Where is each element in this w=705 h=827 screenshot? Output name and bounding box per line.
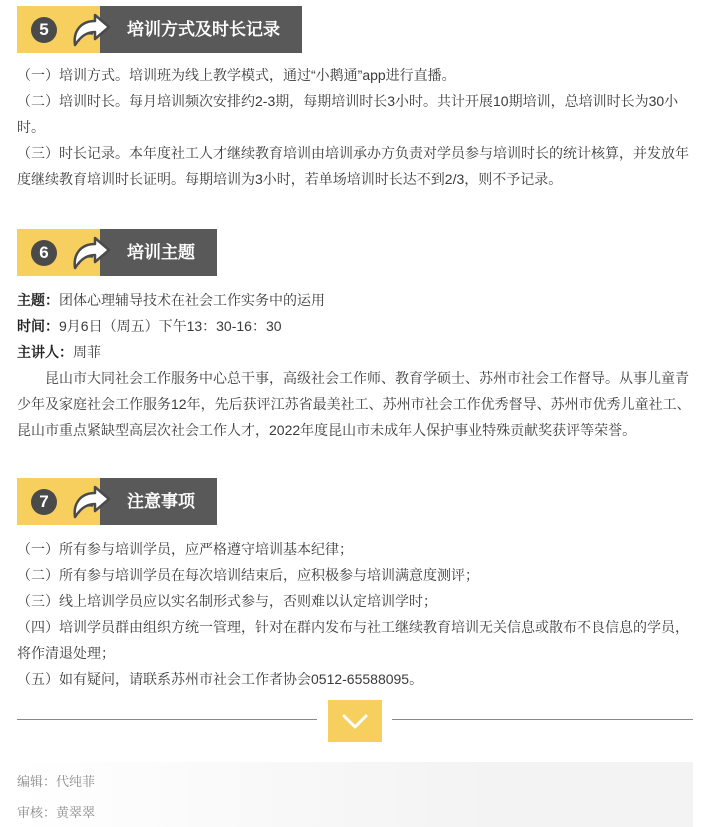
divider-left <box>17 719 317 720</box>
speaker-value: 周菲 <box>73 344 101 360</box>
paragraph: （二）所有参与培训学员在每次培训结束后，应积极参与培训满意度测评； <box>17 567 479 583</box>
speaker-label: 主讲人： <box>17 344 73 360</box>
paragraph: （一）培训方式。培训班为线上教学模式，通过“小鹅通”app进行直播。 <box>17 67 456 83</box>
curved-arrow-icon <box>67 232 115 274</box>
section-header-badge <box>17 229 100 276</box>
speaker-line <box>17 339 693 365</box>
speaker-bio: 昆山市大同社会工作服务中心总干事，高级社会工作师、教育学硕士、苏州市社会工作督导。从事儿童青少年及家庭社会工作服务12年，先后获评江苏省最美社工、苏州市社会工作优秀督导、苏州市优秀儿童社工、昆山市重点紧缺型高层次社会工作人才，2022年度昆山市未成年人保护事业特殊贡献奖获评等荣誉。 <box>17 370 691 438</box>
footer-panel <box>17 762 693 827</box>
section-7-body <box>17 536 693 692</box>
section-5-body <box>17 62 693 192</box>
section-title: 培训方式及时长记录 <box>100 6 302 53</box>
section-title: 注意事项 <box>100 478 217 525</box>
section-number: 5 <box>31 17 57 43</box>
topic-line <box>17 287 693 313</box>
section-header-6 <box>17 229 217 276</box>
paragraph: （五）如有疑问，请联系苏州市社会工作者协会0512-65588095。 <box>17 671 424 687</box>
time-label: 时间： <box>17 318 59 334</box>
section-header-badge <box>17 6 100 53</box>
time-value: 9月6日（周五）下午13：30-16：30 <box>59 318 282 334</box>
curved-arrow-icon <box>67 9 115 51</box>
expand-button[interactable] <box>328 700 382 742</box>
section-number: 6 <box>31 240 57 266</box>
curved-arrow-icon <box>67 481 115 523</box>
divider-right <box>392 719 693 720</box>
editor-credit: 编辑：代纯菲 <box>17 774 96 789</box>
topic-value: 团体心理辅导技术在社会工作实务中的运用 <box>59 292 325 308</box>
paragraph: （三）线上培训学员应以实名制形式参与，否则难以认定培训学时； <box>17 593 437 609</box>
topic-label: 主题： <box>17 292 59 308</box>
paragraph: （三）时长记录。本年度社工人才继续教育培训由培训承办方负责对学员参与培训时长的统计核算，并发放年度继续教育培训时长证明。每期培训为3小时，若单场培训时长达不到2/3，则不予记录。 <box>17 145 689 187</box>
section-6-body <box>17 287 693 443</box>
paragraph: （二）培训时长。每月培训频次安排约2-3期，每期培训时长3小时。共计开展10期培训，总培训时长为30小时。 <box>17 93 679 135</box>
section-title: 培训主题 <box>100 229 217 276</box>
section-number: 7 <box>31 489 57 515</box>
paragraph: （四）培训学员群由组织方统一管理，针对在群内发布与社工继续教育培训无关信息或散布不良信息的学员，将作清退处理； <box>17 619 689 661</box>
section-header-5 <box>17 6 302 53</box>
reviewer-credit: 审核：黄翠翠 <box>17 805 96 820</box>
paragraph: （一）所有参与培训学员，应严格遵守培训基本纪律； <box>17 541 353 557</box>
section-header-7 <box>17 478 217 525</box>
chevron-down-icon <box>328 700 382 742</box>
section-header-badge <box>17 478 100 525</box>
time-line <box>17 313 693 339</box>
